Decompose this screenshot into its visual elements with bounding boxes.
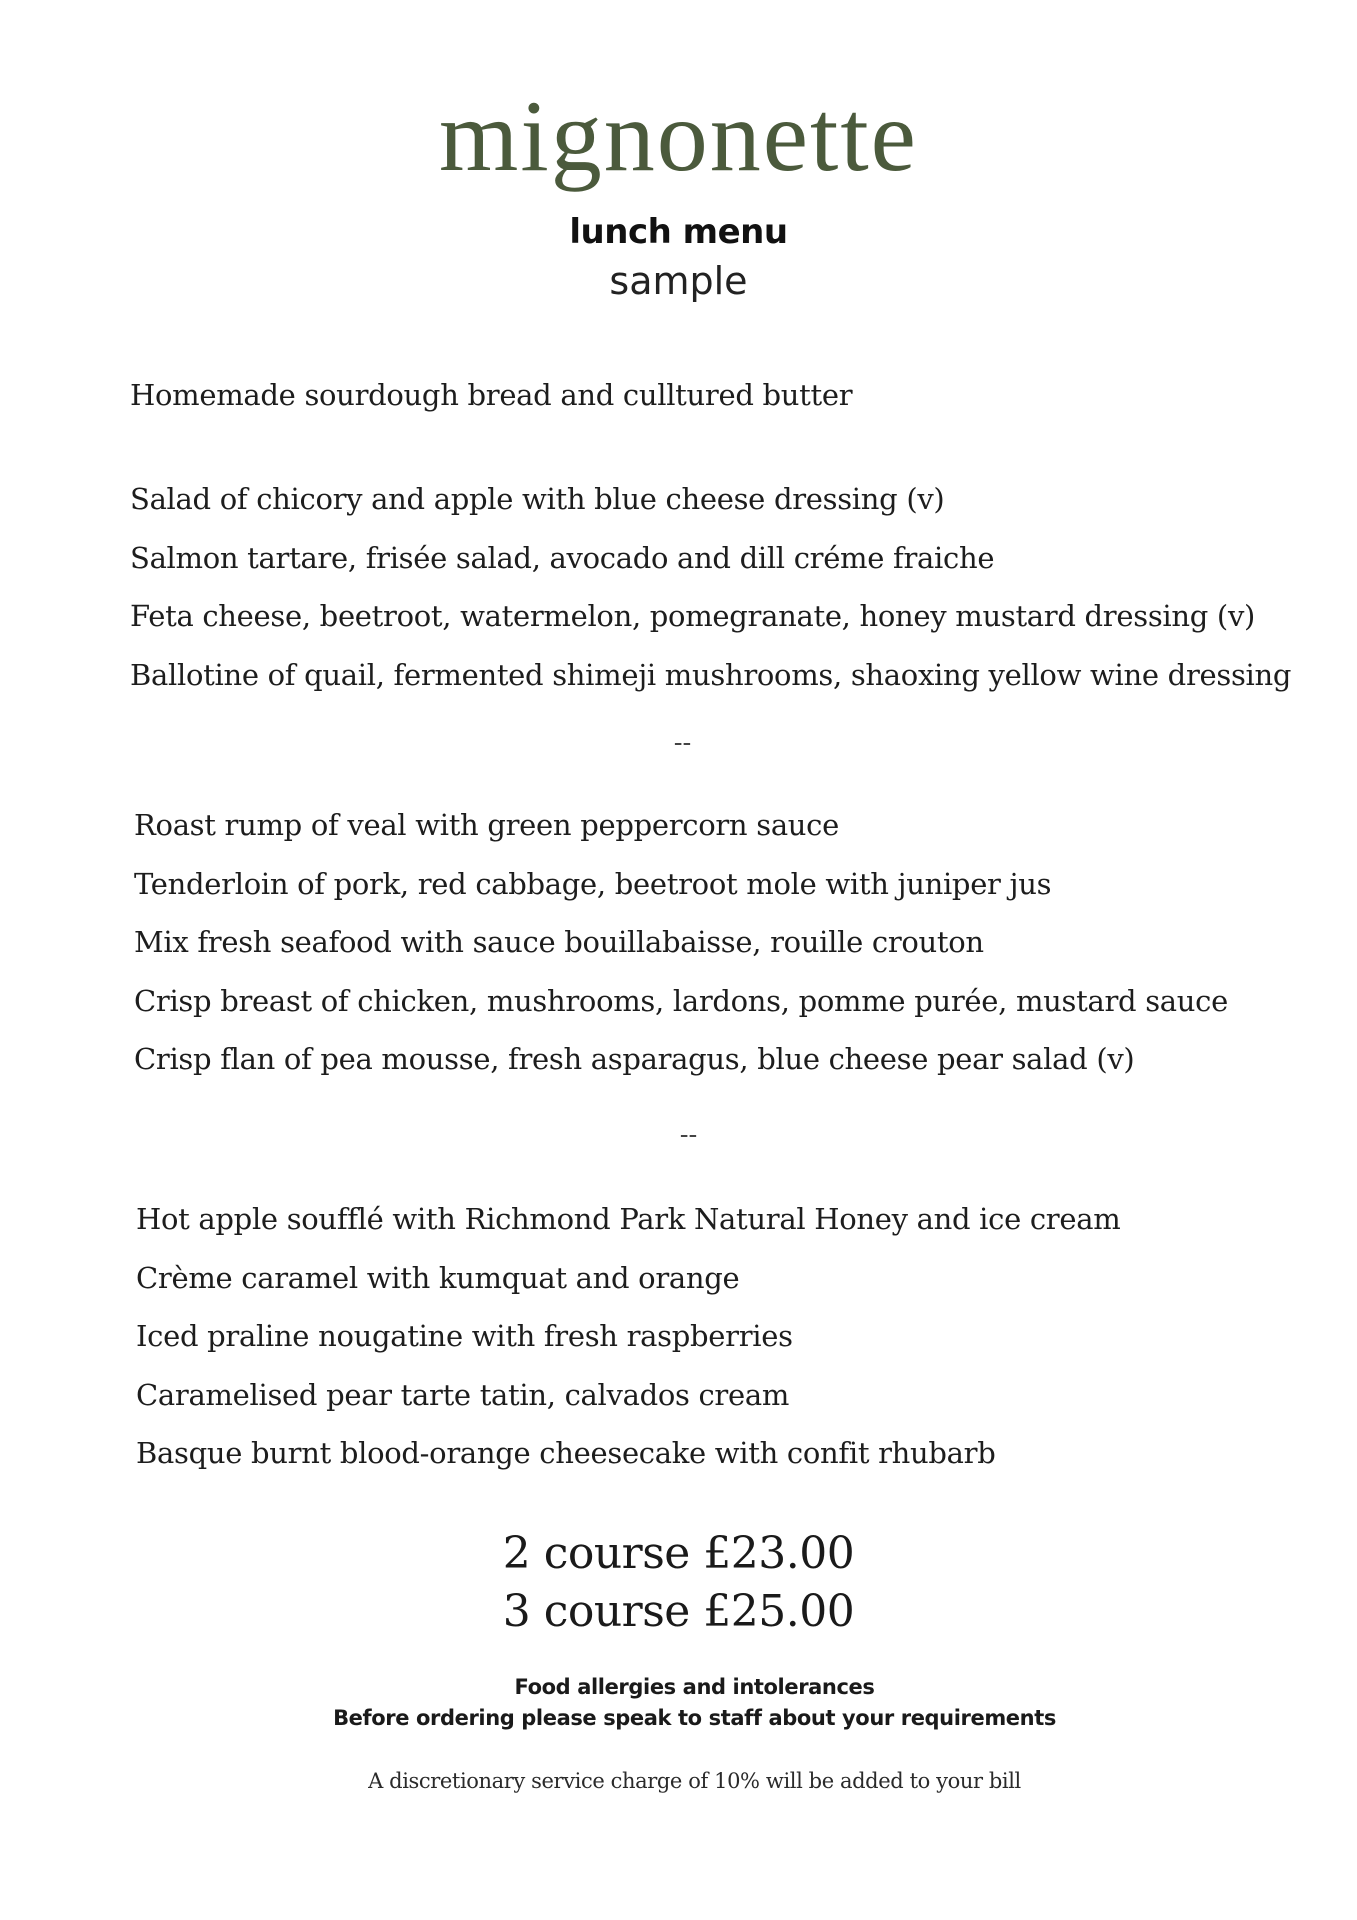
section-separator: --: [673, 728, 692, 758]
menu-item: Caramelised pear tarte tatin, calvados cream: [136, 1377, 790, 1412]
restaurant-logo: mignonette: [439, 80, 918, 193]
menu-item: Basque burnt blood-orange cheesecake with confit rhubarb: [136, 1436, 996, 1470]
menu-item: Feta cheese, beetroot, watermelon, pomegranate, honey mustard dressing (v): [130, 599, 1256, 633]
menu-item: Ballotine of quail, fermented shimeji mushrooms, shaoxing yellow wine dressing: [130, 657, 1292, 692]
mains-section: [134, 796, 1228, 1089]
menu-item: Crisp breast of chicken, mushrooms, lardons, pomme purée, mustard sauce: [134, 983, 1228, 1018]
menu-item: Crisp flan of pea mousse, fresh asparagus, blue cheese pear salad (v): [134, 1042, 1135, 1076]
menu-item: Salmon tartare, frisée salad, avocado and dill créme fraiche: [130, 540, 995, 575]
menu-title: lunch menu: [569, 212, 788, 252]
menu-item: Iced praline nougatine with fresh raspberries: [136, 1319, 793, 1353]
desserts-section: [136, 1190, 1120, 1483]
menu-item: Homemade sourdough bread and culltured butter: [130, 378, 853, 412]
menu-item: Crème caramel with kumquat and orange: [136, 1260, 740, 1295]
price-three-course: 3 course £25.00: [502, 1586, 855, 1637]
menu-item: Hot apple soufflé with Richmond Park Natural Honey and ice cream: [136, 1202, 1121, 1236]
section-separator: --: [679, 1120, 698, 1150]
bread-section: [130, 366, 852, 425]
menu-item: Tenderloin of pork, red cabbage, beetroot mole with juniper jus: [134, 866, 1052, 901]
menu-item: Mix fresh seafood with sauce bouillabaisse, rouille crouton: [134, 925, 984, 959]
allergy-note: Before ordering please speak to staff about your requirements: [333, 1706, 1056, 1730]
allergy-heading: Food allergies and intolerances: [514, 1675, 875, 1699]
menu-subtitle: sample: [609, 259, 748, 303]
service-charge-note: A discretionary service charge of 10% will be added to your bill: [368, 1769, 1021, 1793]
menu-item: Salad of chicory and apple with blue cheese dressing (v): [130, 482, 945, 516]
starters-section: [130, 470, 1291, 704]
menu-item: Roast rump of veal with green peppercorn sauce: [134, 808, 839, 842]
price-two-course: 2 course £23.00: [502, 1528, 855, 1579]
